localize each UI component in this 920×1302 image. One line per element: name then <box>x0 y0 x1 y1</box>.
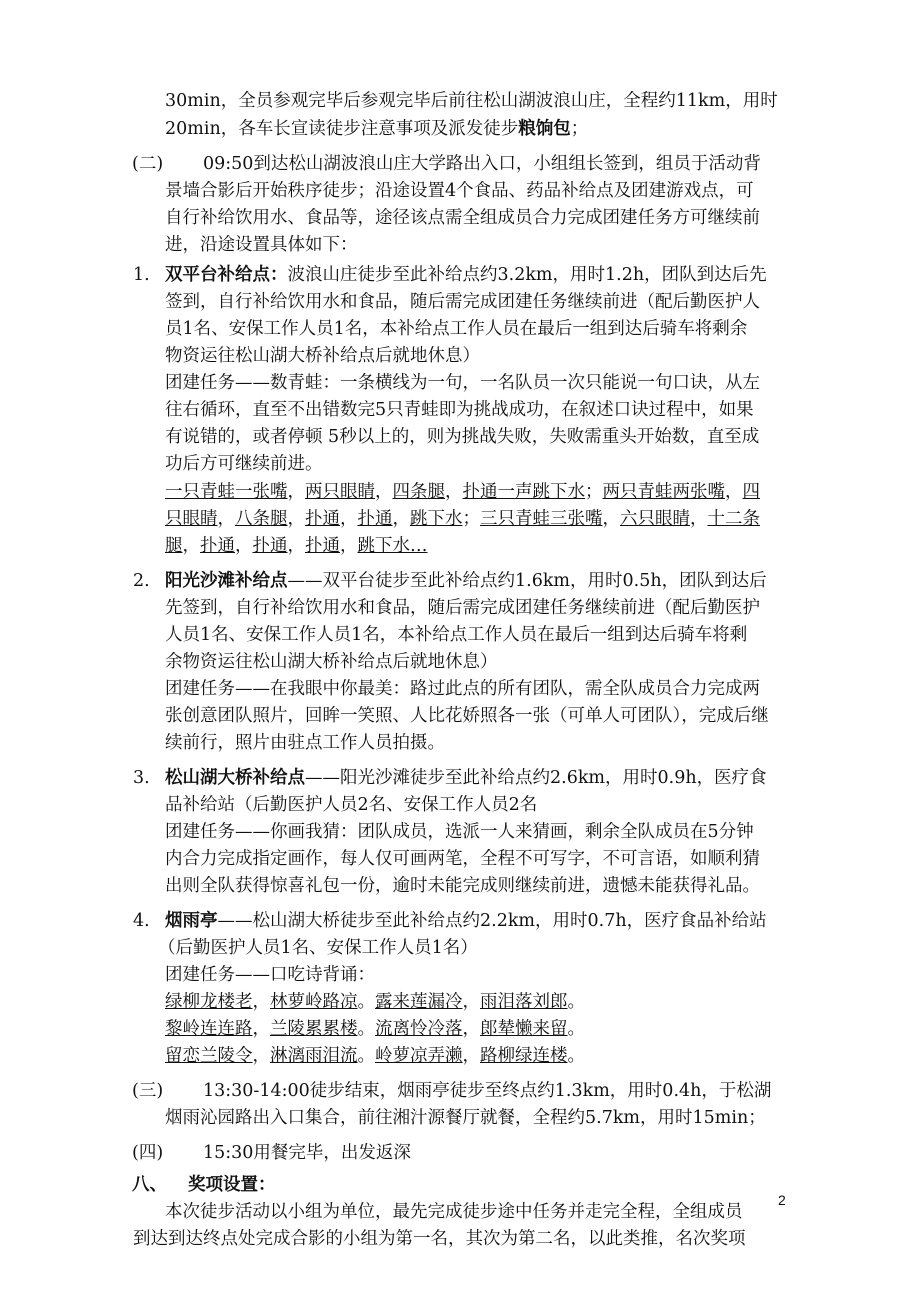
rhyme-phrase: 扑通 <box>252 536 288 556</box>
item-2-line-7: 续前行，照片由驻点工作人员拍摄。 <box>165 733 445 753</box>
poem-phrase: 郎辇懒来留 <box>480 1019 568 1039</box>
page-number: 2 <box>778 1192 786 1208</box>
item-2-line-5: 团建任务——在我眼中你最美：路过此点的所有团队，需全队成员合力完成两 <box>165 679 760 699</box>
item-2-line-3: 人员1名、安保工作人员1名，本补给点工作人员在最后一组到达后骑车将剩 <box>165 625 748 645</box>
item-4-line-1 <box>165 908 767 934</box>
frog-rhyme-line-1: 一只青蛙一张嘴，两只眼睛，四条腿，扑通一声跳下水；两只青蛙两张嘴，四 <box>165 482 760 502</box>
rhyme-phrase: 八条腿 <box>235 509 288 529</box>
poem-phrase: 路柳绿连楼 <box>480 1046 568 1066</box>
poem-phrase: 雨泪落刘郎 <box>480 992 568 1012</box>
poem-phrase: 露来莲漏冷 <box>375 992 463 1012</box>
section-3-number: (三) <box>132 1081 164 1101</box>
item-4-title: 烟雨亭 <box>165 911 218 931</box>
rhyme-phrase: 四条腿 <box>392 482 445 502</box>
item-1-line-4: 物资运往松山湖大桥补给点后就地休息） <box>165 346 480 366</box>
poem-phrase: 林萝岭路凉 <box>270 992 358 1012</box>
poem-phrase: 兰陵累累楼 <box>270 1019 358 1039</box>
item-3-number: 3. <box>133 768 150 788</box>
poem-phrase: 岭萝凉弄濑 <box>375 1046 463 1066</box>
item-2-text: ——双平台徒步至此补给点约1.6km，用时0.5h，团队到达后 <box>287 571 767 591</box>
intro-line-1: 30min，全员参观完毕后参观完毕后前往松山湖波浪山庄，全程约11km，用时 <box>165 91 778 111</box>
rhyme-phrase: 四 <box>742 482 760 502</box>
intro-text: 20min，各车长宣读徒步注意事项及派发徒步 <box>165 119 519 139</box>
poem-line-3: 留恋兰陵令，淋漓雨泪流。岭萝凉弄濑，路柳绿连楼。 <box>165 1046 585 1066</box>
rhyme-phrase: 扑通一声跳下水 <box>462 482 585 502</box>
section-2-line-4: 进，沿途设置具体如下： <box>165 235 358 255</box>
item-2-line-4: 余物资运往松山湖大桥补给点后就地休息） <box>165 652 498 672</box>
rhyme-phrase: 两只眼睛 <box>305 482 375 502</box>
frog-rhyme-line-2: 只眼睛，八条腿，扑通，扑通，跳下水；三只青蛙三张嘴，六只眼睛，十二条 <box>165 509 760 529</box>
item-1-number: 1. <box>133 265 150 285</box>
poem-phrase: 黎岭连连路 <box>165 1019 253 1039</box>
intro-line-2 <box>165 116 588 142</box>
section-2-line-2: 景墙合影后开始秩序徒步；沿途设置4个食品、药品补给点及团建游戏点，可 <box>165 181 754 201</box>
rhyme-phrase: 扑通 <box>305 509 340 529</box>
item-2-number: 2. <box>133 571 150 591</box>
item-1-line-6: 往右循环，直至不出错数完5只青蛙即为挑战成功，在叙述口诀过程中，如果 <box>165 400 754 420</box>
item-1-line-7: 有说错的，或者停顿 5秒以上的，则为挑战失败，失败需重头开始数，直至成 <box>165 427 760 447</box>
rhyme-phrase: 腿 <box>165 536 183 556</box>
item-3-title: 松山湖大桥补给点 <box>165 768 305 788</box>
item-4-line-3: 团建任务——口吃诗背诵： <box>165 965 375 985</box>
section-3-line-2: 烟雨沁园路出入口集合，前往湘汁源餐厅就餐，全程约5.7km，用时15min； <box>165 1108 766 1128</box>
poem-phrase: 淋漓雨泪流 <box>270 1046 358 1066</box>
item-1-line-5: 团建任务——数青蛙：一条横线为一句，一名队员一次只能说一句口诀，从左 <box>165 373 760 393</box>
section-8-title: 奖项设置： <box>188 1175 276 1195</box>
rhyme-phrase: 扑通 <box>357 509 393 529</box>
frog-rhyme-line-3: 腿，扑通，扑通，扑通，跳下水… <box>165 536 428 556</box>
item-2-line-1 <box>165 568 767 594</box>
item-2-title: 阳光沙滩补给点 <box>165 571 288 591</box>
rhyme-phrase: 扑通 <box>200 536 235 556</box>
item-1-title: 双平台补给点： <box>165 265 288 285</box>
item-3-line-3: 团建任务——你画我猜：团队成员，选派一人来猜画，剩余全队成员在5分钟 <box>165 822 754 842</box>
poem-phrase: 留恋兰陵令 <box>165 1046 253 1066</box>
item-1-line-1 <box>165 262 767 288</box>
item-1-line-3: 员1名、安保工作人员1名，本补给点工作人员在最后一组到达后骑车将剩余 <box>165 319 748 339</box>
section-4-line-1: 15:30用餐完毕，出发返深 <box>203 1143 411 1163</box>
item-4-line-2: （后勤医护人员1名、安保工作人员1名） <box>158 938 478 958</box>
item-4-number: 4. <box>133 911 150 931</box>
poem-line-2: 黎岭连连路，兰陵累累楼。流离怜冷落，郎辇懒来留。 <box>165 1019 585 1039</box>
section-8-line-2: 到达到达终点处完成合影的小组为第一名，其次为第二名，以此类推，名次奖项 <box>133 1229 746 1249</box>
poem-line-1: 绿柳龙楼老，林萝岭路凉。露来莲漏冷，雨泪落刘郎。 <box>165 992 585 1012</box>
rhyme-phrase: 扑通 <box>305 536 340 556</box>
item-3-line-2: 品补给站（后勤医护人员2名、安保工作人员2名 <box>165 795 538 815</box>
section-8-number: 八、 <box>132 1175 167 1195</box>
rhyme-phrase: 跳下水… <box>357 536 428 556</box>
item-2-line-6: 张创意团队照片，回眸一笑照、人比花娇照各一张（可单人可团队），完成后继 <box>165 706 769 726</box>
item-2-line-2: 先签到，自行补给饮用水和食品，随后需完成团建任务继续前进（配后勤医护 <box>165 598 760 618</box>
item-4-text: ——松山湖大桥徒步至此补给点约2.2km，用时0.7h，医疗食品补给站 <box>217 911 767 931</box>
section-2-number: (二) <box>132 154 164 174</box>
item-3-line-4: 内合力完成指定画作，每人仅可画两笔，全程不可写字，不可言语，如顺利猜 <box>165 849 760 869</box>
rhyme-phrase: 三只青蛙三张嘴 <box>480 509 603 529</box>
item-3-line-5: 出则全队获得惊喜礼包一份，逾时未能完成则继续前进，遗憾未能获得礼品。 <box>165 876 760 896</box>
rhyme-phrase: 只眼睛 <box>165 509 218 529</box>
section-2-line-3: 自行补给饮用水、食品等，途径该点需全组成员合力完成团建任务方可继续前 <box>165 208 760 228</box>
rhyme-phrase: 两只青蛙两张嘴 <box>602 482 725 502</box>
section-3-line-1: 13:30-14:00徒步结束，烟雨亭徒步至终点约1.3km，用时0.4h，于松湖 <box>203 1081 772 1101</box>
rhyme-phrase: 十二条 <box>707 509 760 529</box>
section-2-line-1: 09:50到达松山湖波浪山庄大学路出入口，小组组长签到，组员于活动背 <box>203 154 761 174</box>
rhyme-phrase: 六只眼睛 <box>620 509 690 529</box>
section-4-number: (四) <box>132 1143 164 1163</box>
item-3-line-1 <box>165 765 767 791</box>
rhyme-phrase: 一只青蛙一张嘴 <box>165 482 288 502</box>
item-1-line-8: 功后方可继续前进。 <box>165 454 323 474</box>
section-8-line-1: 本次徒步活动以小组为单位，最先完成徒步途中任务并走完全程，全组成员 <box>165 1202 743 1222</box>
ration-pack-term: 粮饷包 <box>518 119 571 139</box>
poem-phrase: 绿柳龙楼老 <box>165 992 253 1012</box>
poem-phrase: 流离怜冷落 <box>375 1019 463 1039</box>
rhyme-phrase: 跳下水 <box>410 509 463 529</box>
item-1-text: 波浪山庄徒步至此补给点约3.2km，用时1.2h，团队到达后先 <box>287 265 767 285</box>
item-3-text: ——阳光沙滩徒步至此补给点约2.6km，用时0.9h，医疗食 <box>305 768 767 788</box>
intro-end-punct: ； <box>570 119 589 139</box>
item-1-line-2: 签到，自行补给饮用水和食品，随后需完成团建任务继续前进（配后勤医护人 <box>165 292 760 312</box>
